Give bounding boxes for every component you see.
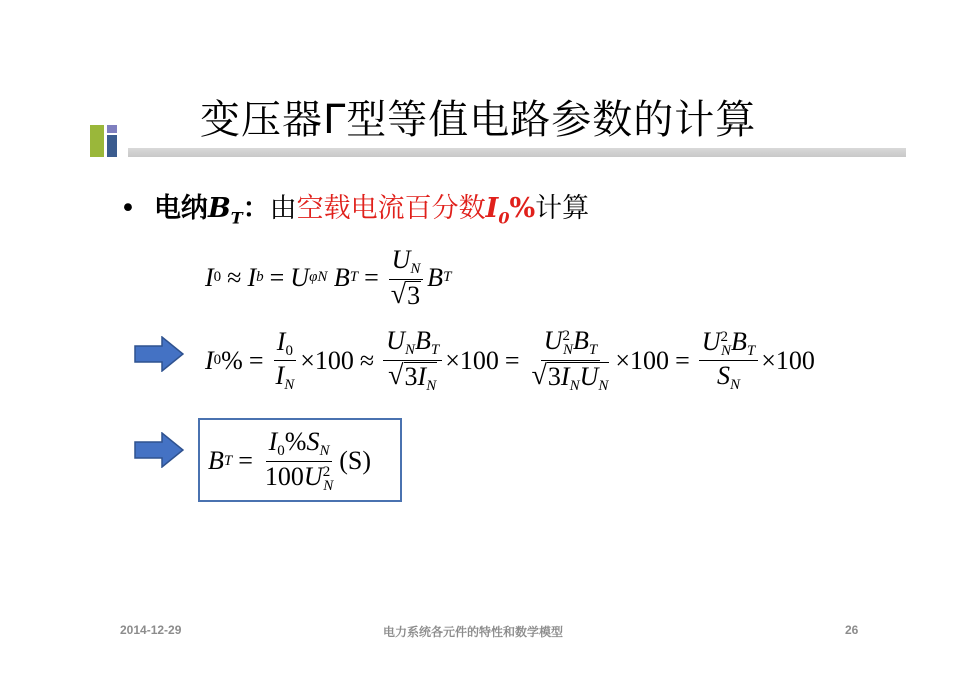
footer-title: 电力系统各元件的特性和数学模型 — [383, 625, 564, 639]
footer-date: 2014-12-29 — [120, 623, 182, 637]
logo-icon — [90, 125, 128, 157]
bullet-red-symbol: I — [485, 193, 499, 224]
equation-i0-percent: I 0 % = $\frac{I0}{IN}$ ×100 ≈ UNBT √ 3IN ×100 = $U^2NBT$ √ 3INUN ×100 = $\frac{U^2NBT}{SN}$ ×100 — [205, 326, 815, 394]
slide-title: 变压器Γ型等值电路参数的计算 — [200, 97, 757, 143]
unit-label: (S) — [339, 446, 371, 476]
bullet-red-text: 空载电流百分数 — [296, 193, 486, 224]
bullet-red-percent: % — [509, 193, 536, 224]
equation-bt-result: B T = $\frac{I0\%SN}{100U^2N}$ (S) — [208, 427, 371, 494]
bullet-red-symbol-sub: 0 — [498, 208, 510, 228]
bullet-by: 由 — [269, 193, 297, 224]
bullet-line — [120, 186, 589, 227]
bullet-symbol-sub: T — [230, 208, 243, 228]
page-number: 26 — [845, 623, 859, 637]
bullet-colon: ： — [242, 193, 270, 224]
bullet-dot: • — [120, 193, 136, 224]
bullet-prefix: 电纳 — [153, 193, 208, 224]
title-divider — [128, 148, 906, 157]
right-arrow-icon — [134, 336, 184, 372]
bullet-symbol: B — [207, 193, 231, 224]
bullet-suffix: 计算 — [535, 193, 590, 224]
right-arrow-icon — [134, 432, 184, 468]
equation-i0-approx: I 0 ≈ I b = U φN B T = UN √ 3 B T — [205, 245, 452, 310]
